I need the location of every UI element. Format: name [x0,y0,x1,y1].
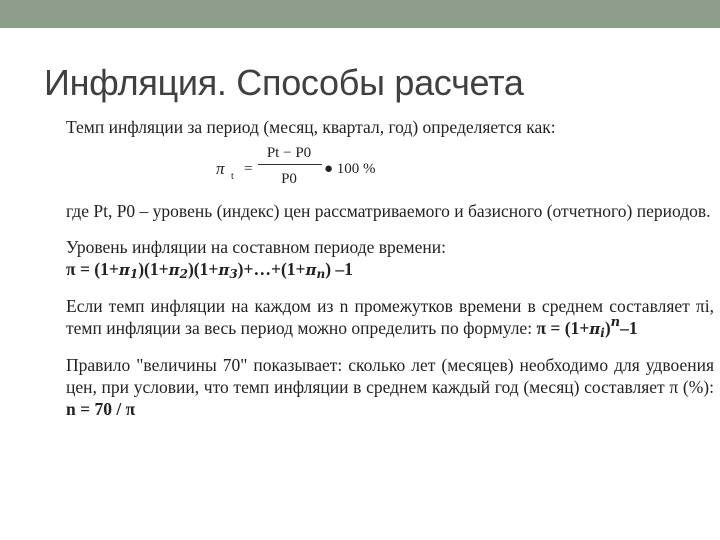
cf-sub-3: 3 [229,267,238,281]
average-text [66,295,714,340]
composite-intro-text: Уровень инфляции на составном периоде времени: [66,237,446,257]
cf-sub-1: 1 [129,267,139,281]
formula-numerator: Pt − P0 [266,145,312,161]
formula-fraction-line [258,164,322,165]
af-sup: n [610,315,621,330]
af-end: –1 [620,318,638,338]
cf-pi-3: π [218,261,230,279]
af-pi: π [589,320,601,338]
cf-pi-1: π [118,261,130,279]
composite-formula [66,258,714,281]
average-text-body: Если темп инфляции на каждом из n промежутков времени в среднем составляет πi, темп инфляции за весь период можно определить по формуле: [66,296,714,338]
average-formula [536,315,638,340]
formula-pi-subscript: t [231,171,234,182]
rule-text [66,354,714,420]
cf-start: π = (1+ [66,259,119,279]
formula-pi: π [216,159,225,178]
formula-multiplier: ● 100 % [324,161,376,177]
af-sub: i [600,326,605,340]
inflation-rate-formula [216,142,714,198]
intro-text: Темп инфляции за период (месяц, квартал, год) определяется как: [66,117,556,137]
cf-pi-n: π [305,261,317,279]
formula-denominator: P0 [281,171,297,187]
cf-pi-2: π [168,261,180,279]
slide-content [66,116,714,420]
cf-part-4: )+…+(1+ [237,259,306,279]
cf-part-2: )(1+ [138,259,169,279]
slide-title: Инфляция. Способы расчета [44,62,524,103]
af-start: π = (1+ [536,318,590,338]
rule-formula: n = 70 / π [66,399,136,419]
cf-end: ) –1 [325,259,353,279]
cf-sub-2: 2 [179,267,188,281]
cf-sub-n: n [316,267,326,281]
top-accent-bar [0,0,720,28]
formula-equals: = [244,161,253,177]
rule-text-body: Правило "величины 70" показывает: сколько лет (месяцев) необходимо для удвоения цен, при условии, что темп инфляции в среднем каждый год (месяц) составляет π (%): [66,355,714,397]
cf-part-3: )(1+ [187,259,219,279]
where-text: где Pt, P0 – уровень (индекс) цен рассматриваемого и базисного (отчетного) периодов. [66,201,711,221]
af-close: ) [604,318,611,338]
